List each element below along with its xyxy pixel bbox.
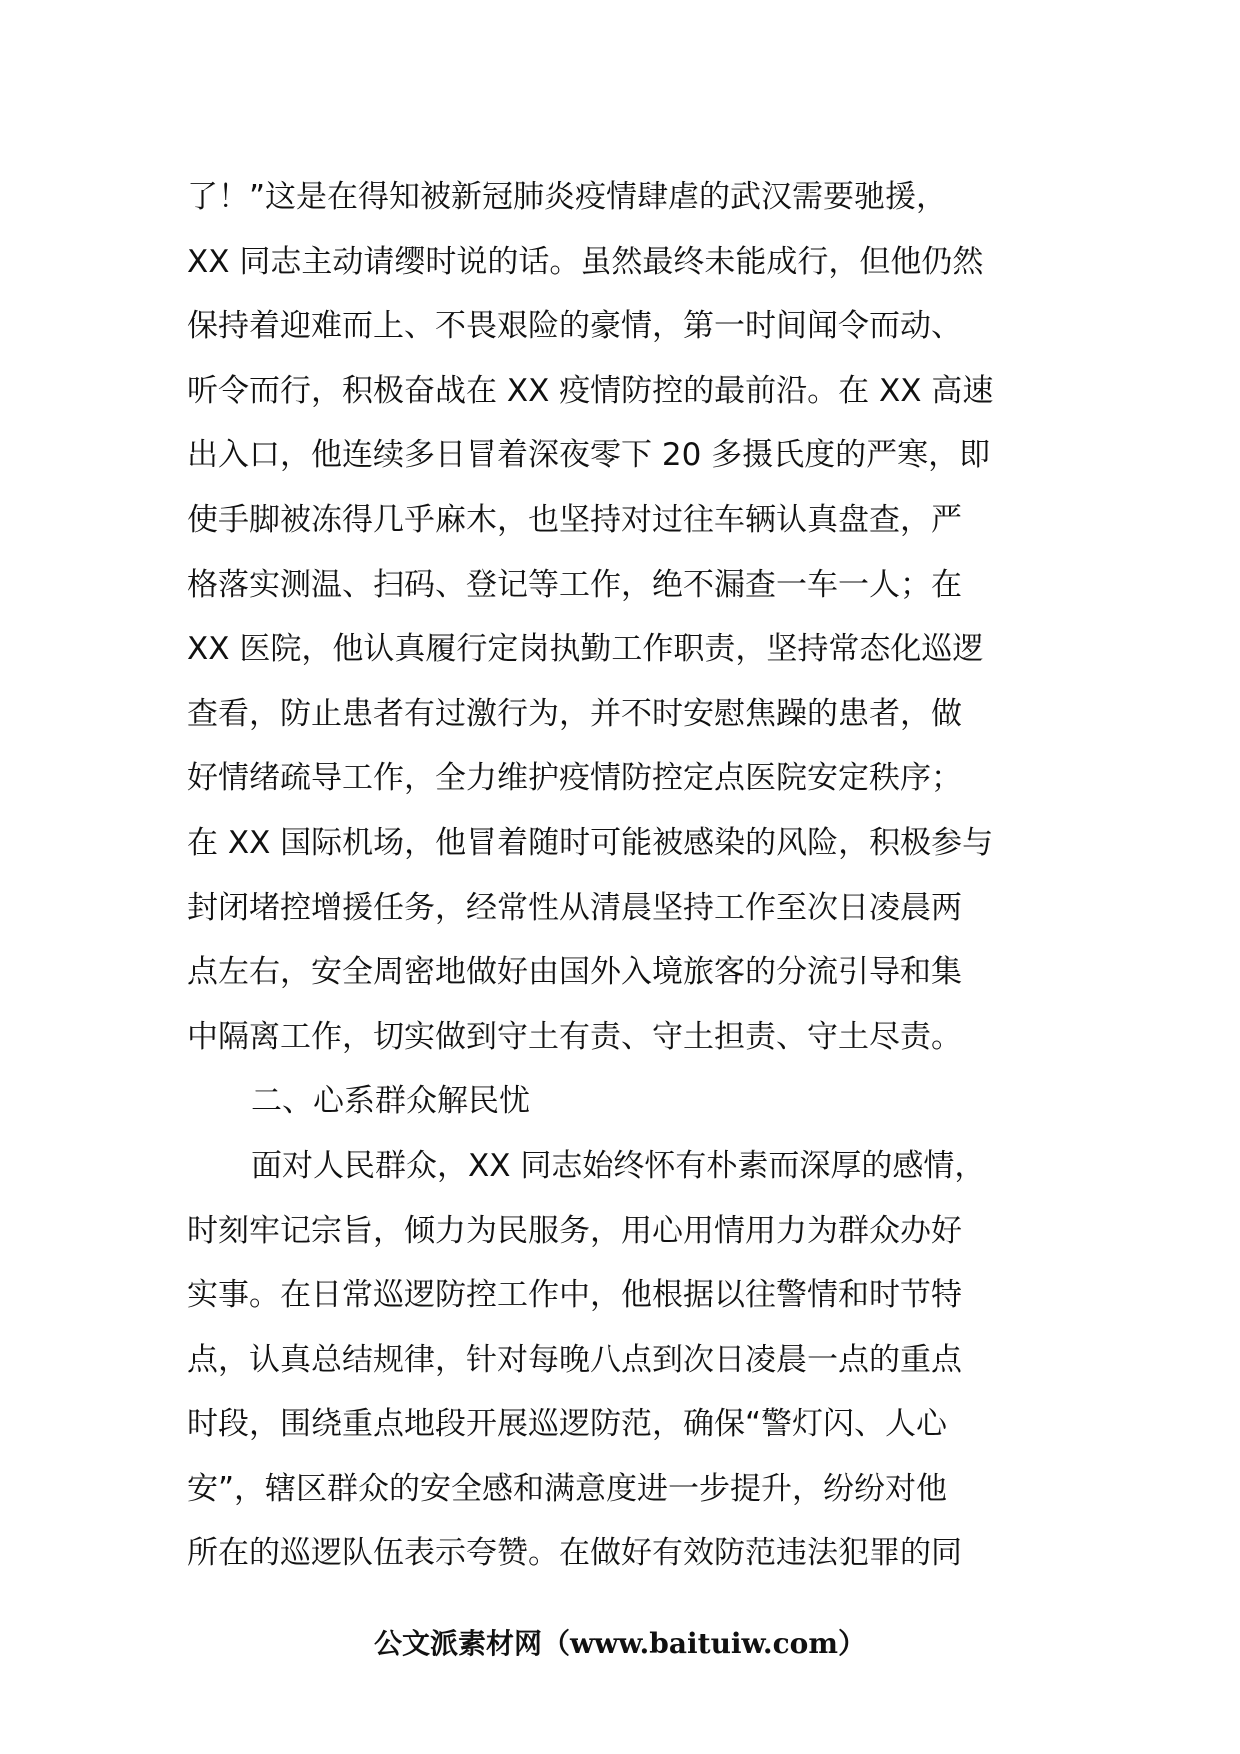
text-line: 中隔离工作，切实做到守土有责、守土担责、守土尽责。 [187,1018,962,1055]
text-line: 安”，辖区群众的安全感和满意度进一步提升，纷纷对他 [187,1470,948,1507]
text-line: 好情绪疏导工作，全力维护疫情防控定点医院安定秩序； [187,760,962,797]
text-line: 时刻牢记宗旨，倾力为民服务，用心用情用力为群众办好 [187,1212,962,1249]
footer-watermark: 公文派素材网（www.baituiw.com） [374,1627,866,1660]
text-line: 时段，围绕重点地段开展巡逻防范，确保“警灯闪、人心 [187,1406,948,1443]
text-line: 面对人民群众，XX 同志始终怀有朴素而深厚的感情， [251,1147,986,1184]
text-line: XX 医院，他认真履行定岗执勤工作职责，坚持常态化巡逻 [187,631,984,668]
text-line: 封闭堵控增援任务，经常性从清晨坚持工作至次日凌晨两 [187,889,962,926]
text-line: 点，认真总结规律，针对每晚八点到次日凌晨一点的重点 [187,1341,962,1378]
text-line: 保持着迎难而上、不畏艰险的豪情，第一时间闻令而动、 [187,308,962,345]
text-line: XX 同志主动请缨时说的话。虽然最终未能成行，但他仍然 [187,243,984,280]
text-line: 出入口，他连续多日冒着深夜零下 20 多摄氏度的严寒，即 [187,437,991,474]
text-line: 听令而行，积极奋战在 XX 疫情防控的最前沿。在 XX 高速 [187,372,994,409]
text-line: 使手脚被冻得几乎麻木，也坚持对过往车辆认真盘查，严 [187,501,962,538]
document-body [187,165,1067,1586]
text-line: 点左右，安全周密地做好由国外入境旅客的分流引导和集 [187,954,962,991]
text-line: 格落实测温、扫码、登记等工作，绝不漏查一车一人；在 [187,566,962,603]
text-line: 查看，防止患者有过激行为，并不时安慰焦躁的患者，做 [187,695,962,732]
text-line: 实事。在日常巡逻防控工作中，他根据以往警情和时节特 [187,1277,962,1314]
text-line: 二、心系群众解民忧 [251,1083,530,1120]
text-line: 在 XX 国际机场，他冒着随时可能被感染的风险，积极参与 [187,824,994,861]
text-line: 了！”这是在得知被新冠肺炎疫情肆虐的武汉需要驰援， [187,179,948,215]
text-line: 所在的巡逻队伍表示夸赞。在做好有效防范违法犯罪的同 [187,1535,962,1572]
